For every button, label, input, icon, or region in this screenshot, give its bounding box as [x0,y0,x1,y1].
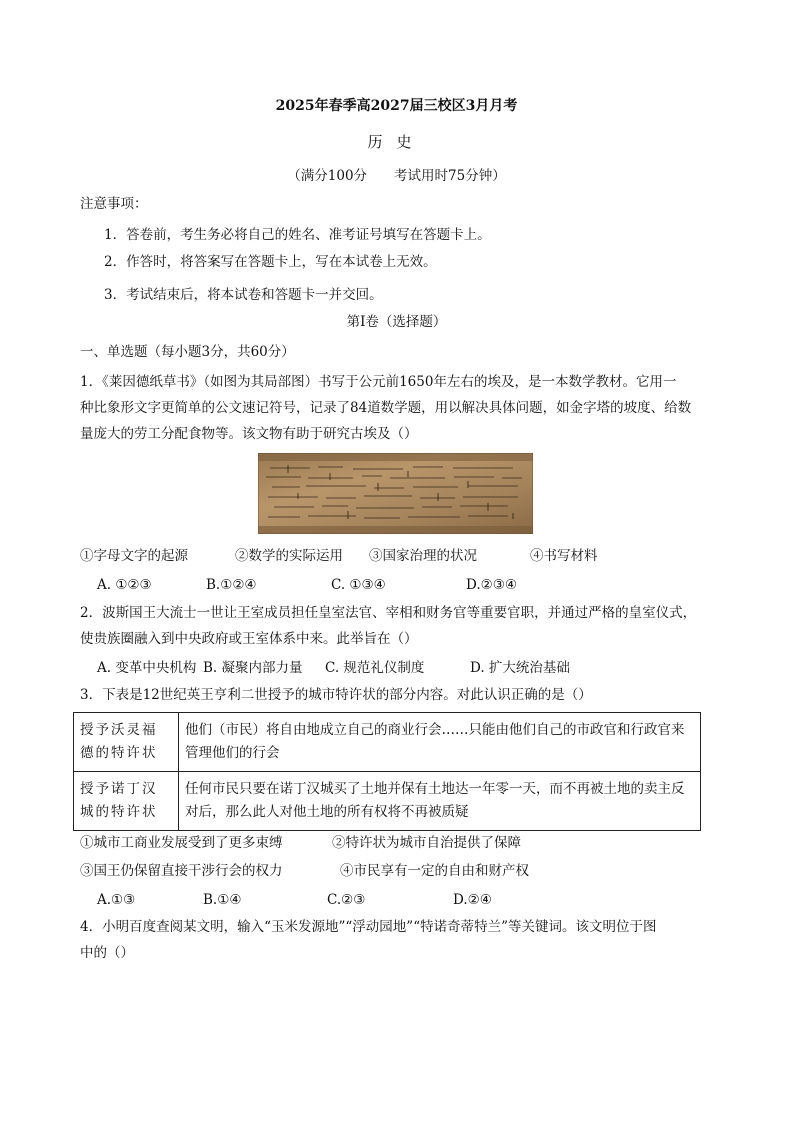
q4-stem-line: 中的（） [80,945,134,961]
charter-name: 授予沃灵福德的特许状 [74,713,179,772]
q1-option-c[interactable]: C. ①③④ [331,577,386,593]
notice-item: 3．考试结束后，将本试卷和答题卡一并交回。 [104,287,383,303]
exam-title: 2025年春季高2027届三校区3月月考 [275,98,518,114]
q1-option-b[interactable]: B.①②④ [206,577,257,593]
q3-statement-3: ③国王仍保留直接干涉行会的权力 [80,863,283,879]
q1-statement-1: ①字母文字的起源 [80,548,188,564]
charter-table [73,712,701,831]
notice-title: 注意事项： [80,196,148,212]
q2-stem-line: 2．波斯国王大流士一世让王室成员担任皇室法官、宰相和财务官等重要官职，并通过严格的皇室仪式， [80,605,697,621]
charter-content: 任何市民只要在诺丁汉城买了土地并保有土地达一年零一天，而不再被土地的卖主反对后，那么此人对他土地的所有权将不再被质疑 [179,772,701,831]
papyrus-illustration [258,453,533,534]
q1-statement-2: ②数学的实际运用 [235,548,343,564]
table-row [74,772,701,831]
q1-option-a[interactable]: A. ①②③ [97,577,152,593]
table-row [74,713,701,772]
q3-stem: 3．下表是12世纪英王亨利二世授予的城市特许状的部分内容。对此认识正确的是（） [80,687,592,703]
charter-name: 授予诺丁汉城的特许状 [74,772,179,831]
q2-option-b[interactable]: B. 凝聚内部力量 [203,660,303,676]
q3-statement-1: ①城市工商业发展受到了更多束缚 [80,835,283,851]
q3-option-a[interactable]: A.①③ [97,892,136,908]
q2-option-c[interactable]: C. 规范礼仪制度 [325,660,425,676]
q4-stem-line: 4．小明百度查阅某文明，输入“玉米发源地”“浮动园地”“特诺奇蒂特兰”等关键词。该文明位于图 [80,919,657,935]
q2-option-d[interactable]: D. 扩大统治基础 [470,660,570,676]
q3-option-b[interactable]: B.①④ [203,892,242,908]
q1-stem-line: 1．《莱因德纸草书》（如图为其局部图）书写于公元前1650年左右的埃及，是一本数学教材。它用一 [80,374,677,390]
q2-option-a[interactable]: A. 变革中央机构 [97,660,197,676]
q1-statement-4: ④书写材料 [530,548,598,564]
charter-content: 他们（市民）将自由地成立自己的商业行会……只能由他们自己的市政官和行政官来管理他们的行会 [179,713,701,772]
exam-info: （满分100分 考试用时75分钟） [287,168,506,184]
q2-stem-line: 使贵族圈融入到中央政府或王室体系中来。此举旨在（） [80,631,418,647]
q1-stem-line: 种比象形文字更简单的公文速记符号，记录了84道数学题，用以解决具体问题，如金字塔的坡度、给数 [80,400,692,416]
papyrus-image [258,453,533,534]
q3-statement-2: ②特许状为城市自治提供了保障 [332,835,521,851]
notice-item: 2．作答时，将答案写在答题卡上，写在本试卷上无效。 [104,254,437,270]
notice-item: 1．答卷前，考生务必将自己的姓名、准考证号填写在答题卡上。 [104,227,491,243]
section-title: 一、单选题（每小题3分，共60分） [80,344,295,360]
q1-option-d[interactable]: D.②③④ [466,577,517,593]
q1-statement-3: ③国家治理的状况 [369,548,477,564]
q1-stem-line: 量庞大的劳工分配食物等。该文物有助于研究古埃及（） [80,426,418,442]
q3-option-d[interactable]: D.②④ [453,892,492,908]
q3-option-c[interactable]: C.②③ [327,892,366,908]
q3-statement-4: ④市民享有一定的自由和财产权 [340,863,529,879]
subject-title: 历史 [367,133,426,151]
part-title: 第Ⅰ卷（选择题） [346,314,447,330]
